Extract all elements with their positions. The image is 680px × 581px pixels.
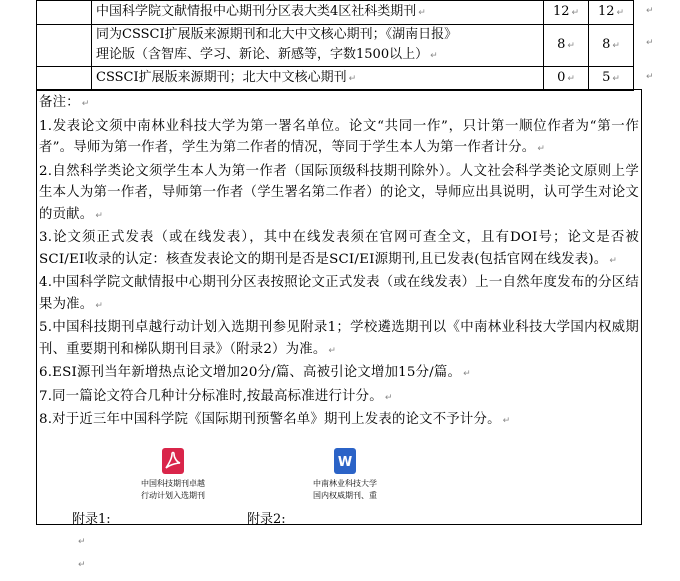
table-cell-desc[interactable]: 中国科学院文献情报中心期刊分区表大类4区社科类期刊 ↵ [92, 1, 544, 25]
note-item-1: 1.发表论文须中南林业科技大学为第一署名单位。论文“共同一作”，只计第一顺位作者为“第一作者”。导师为第一作者，学生为第二作者的情况，等同于学生本人为第一作者计分。 ↵ [39, 118, 639, 155]
table-row [37, 67, 634, 91]
table-cell-score-b[interactable]: 5 ↵ [589, 67, 634, 91]
table-row [37, 25, 634, 67]
table-cell-score-b[interactable]: 8 ↵ [589, 25, 634, 67]
attachment-word[interactable]: W 中南林业科技大学 国内权威期刊、重 [285, 448, 405, 502]
paragraph-mark: ↵ [78, 537, 86, 547]
table-cell-score-a[interactable]: 12 ↵ [544, 1, 589, 25]
table-cell-desc[interactable]: CSSCI扩展版来源期刊；北大中文核心期刊 ↵ [92, 67, 544, 91]
svg-text:W: W [337, 455, 353, 470]
table-row [37, 1, 634, 25]
note-item-2: 2.自然科学类论文须学生本人为第一作者（国际顶级科技期刊除外）。人文社会科学类论文原则上学生本人为第一作者，导师第一作者（学生署名第二作者）的论文，导师应出具说明，认可学生对论文的贡献。 ↵ [39, 163, 639, 222]
attachment-pdf[interactable]: 中国科技期刊卓越 行动计划入选期刊 [113, 448, 233, 502]
paragraph-mark: ↵ [646, 38, 654, 48]
table-cell-score-a[interactable]: 8 ↵ [544, 25, 589, 67]
note-item-8: 8.对于近三年中国科学院《国际期刊预警名单》期刊上发表的论文不予计分。 ↵ [39, 412, 511, 427]
pdf-icon [162, 448, 184, 474]
notes-heading: 备注： ↵ [39, 95, 90, 110]
note-item-3: 3.论文须正式发表（或在线发表），其中在线发表须在官网可查全文，且有DOI号；论文是否被SCI/EI收录的认定：核查发表论文的期刊是否是SCI/EI源期刊,且已发表(包括官网在线发表)。 ↵ [39, 230, 639, 267]
appendix-1-label: 附录1: [72, 512, 111, 527]
table-cell-empty [37, 25, 92, 67]
table-cell-score-a[interactable]: 0 ↵ [544, 67, 589, 91]
appendix-2-label: 附录2: [247, 512, 286, 527]
note-item-6: 6.ESI源刊当年新增热点论文增加20分/篇、高被引论文增加15分/篇。 ↵ [39, 365, 471, 380]
paragraph-mark: ↵ [646, 6, 654, 16]
note-item-7: 7.同一篇论文符合几种计分标准时,按最高标准进行计分。 ↵ [39, 388, 393, 404]
word-icon [334, 448, 356, 474]
note-item-4: 4.中国科学院文献情报中心期刊分区表按照论文正式发表（或在线发表）上一自然年度发布的分区结果为准。 ↵ [39, 275, 639, 312]
note-item-5: 5.中国科技期刊卓越行动计划入选期刊参见附录1；学校遴选期刊以《中南林业科技大学国内权威期刊、重要期刊和梯队期刊目录》（附录2）为准。 ↵ [39, 320, 639, 357]
score-table [36, 0, 634, 91]
table-cell-empty [37, 67, 92, 91]
paragraph-mark: ↵ [78, 560, 86, 570]
table-cell-empty [37, 1, 92, 25]
table-cell-desc[interactable]: 同为CSSCI扩展版来源期刊和北大中文核心期刊；《湖南日报》 理论版（含智库、学习、新论、新感等，字数1500以上） ↵ [92, 25, 544, 67]
table-cell-score-b[interactable]: 12 ↵ [589, 1, 634, 25]
paragraph-mark: ↵ [646, 72, 654, 82]
